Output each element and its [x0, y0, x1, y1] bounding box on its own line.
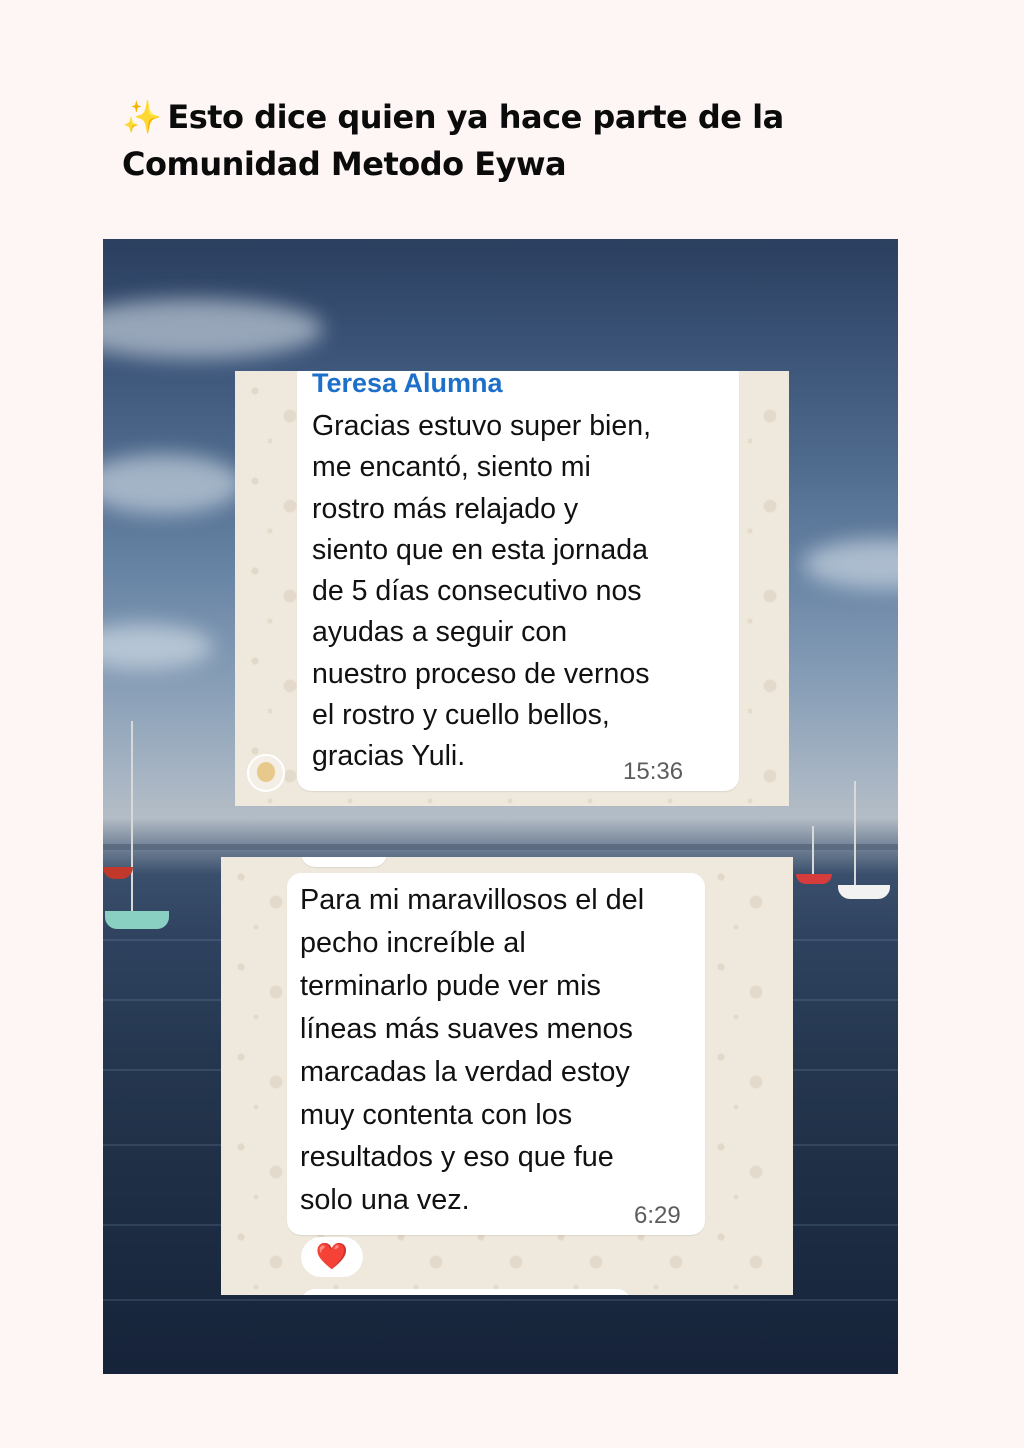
- sailboat: [796, 829, 832, 884]
- sailboat: [103, 799, 133, 879]
- message-bubble: [301, 857, 387, 867]
- message-text: Gracias estuvo super bien, me encantó, siento mi rostro más relajado y siento que en esta jornada de 5 días consecutivo nos ayudas a seguir con nuestro proceso de vernos el rostro y cuello bellos, gracias Yuli.: [312, 410, 652, 773]
- headline-text: Esto dice quien ya hace parte de la Comunidad Metodo Eywa: [122, 98, 784, 183]
- sparkle-icon: ✨: [122, 98, 162, 136]
- chat-screenshot-2: [221, 857, 793, 1295]
- heart-reaction-icon: ❤️: [301, 1237, 363, 1277]
- message-time: 15:36: [623, 758, 684, 785]
- message-bubble: [301, 1289, 631, 1295]
- sailboat: [838, 779, 890, 899]
- headline: [122, 94, 842, 188]
- sender-name: Teresa Alumna: [312, 371, 503, 398]
- avatar: [247, 754, 285, 792]
- message-time: 6:29: [634, 1202, 681, 1229]
- chat-screenshot-1: [235, 371, 789, 806]
- message-text: Para mi maravillosos el del pecho increíble al terminarlo pude ver mis líneas más suaves menos marcadas la verdad estoy muy contenta con los resultados y eso que fue solo una vez.: [300, 884, 645, 1217]
